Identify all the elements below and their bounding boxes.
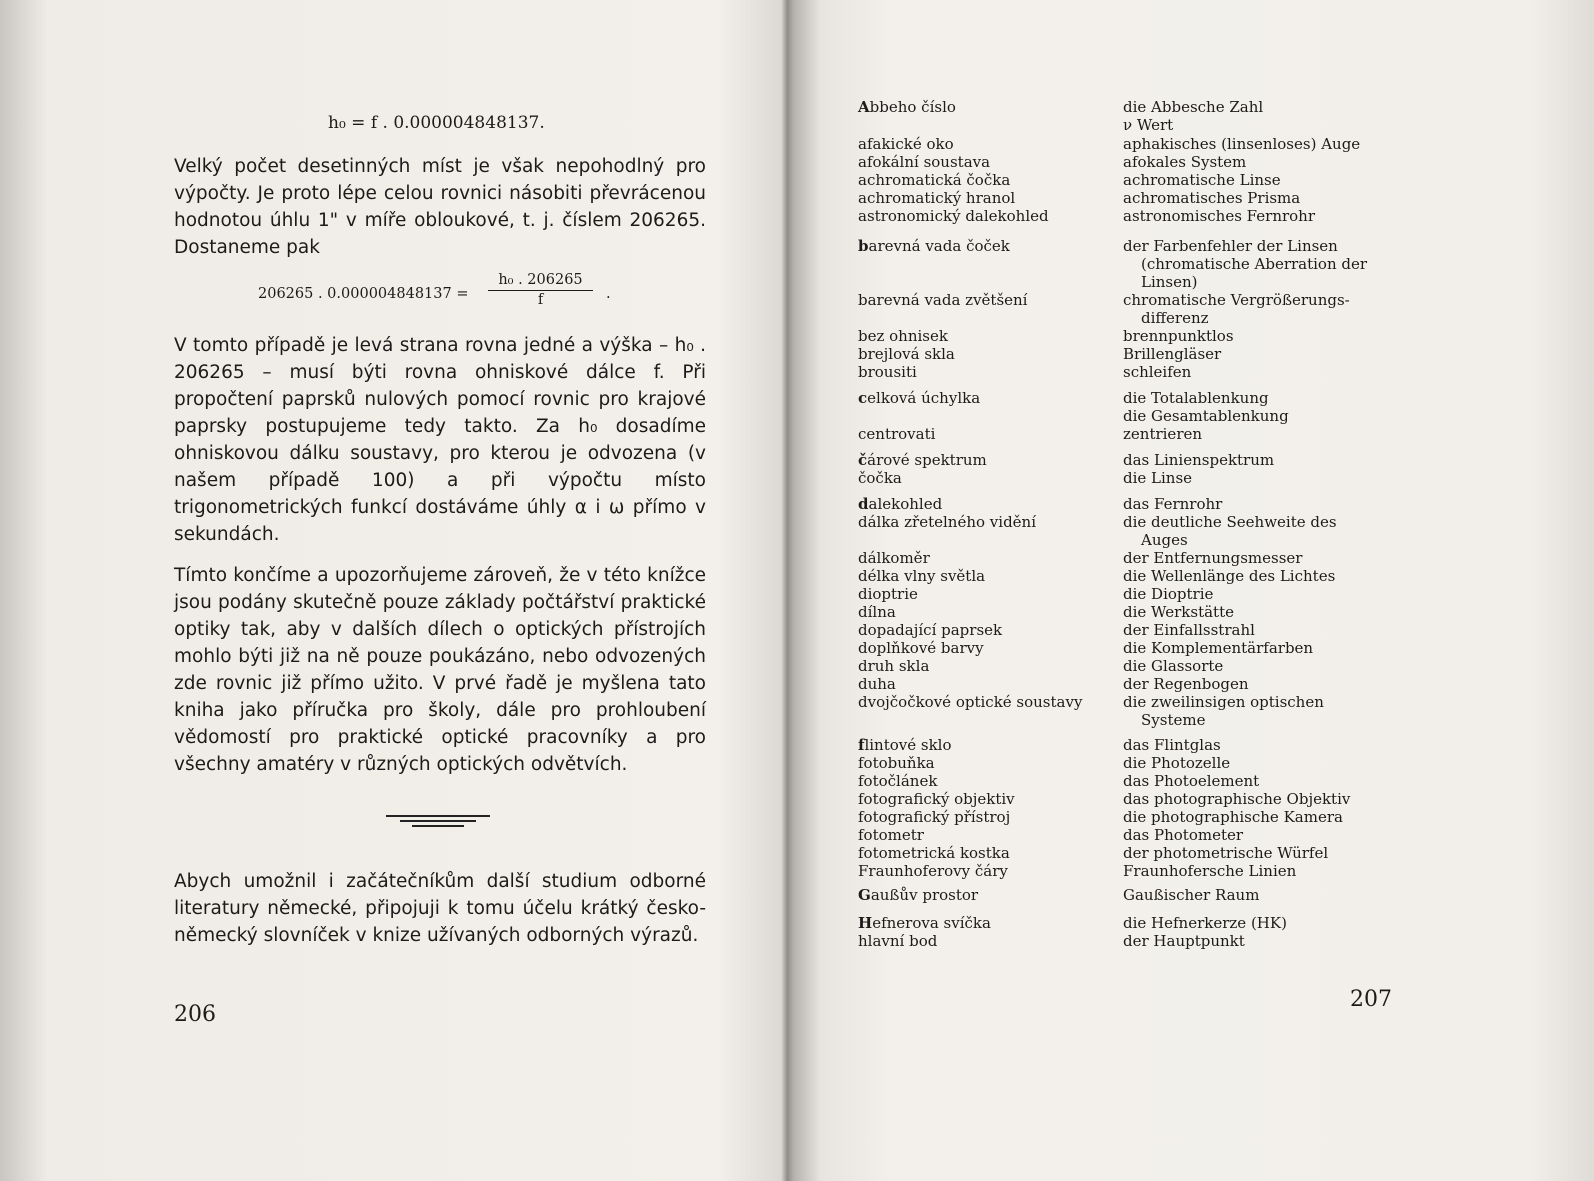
page-number-left: 206	[174, 1002, 216, 1027]
glossary-term-czech: achromatická čočka	[858, 171, 1011, 189]
glossary-term-german: der Regenbogen	[1123, 675, 1249, 693]
glossary-term-czech: fotografický objektiv	[858, 790, 1015, 808]
glossary-term-german: schleifen	[1123, 363, 1192, 381]
formula-denominator: f	[537, 292, 544, 308]
glossary-term-czech: Gaußův prostor	[858, 886, 979, 904]
paragraph-4: Abych umožnil i začátečníkům další studium odborné literatury německé, připojuji k tomu účelu krátký česko-německý slovníček v knize užívaných odborných výrazů.	[174, 871, 706, 946]
glossary-term-german: der Hauptpunkt	[1123, 932, 1245, 950]
glossary-term-german: die Abbesche Zahl	[1123, 98, 1264, 116]
glossary-term-german: Brillengläser	[1123, 345, 1222, 363]
glossary-term-german: chromatische Vergrößerungs-	[1123, 291, 1350, 309]
glossary-term-czech: čárové spektrum	[858, 451, 987, 469]
glossary-term-czech: achromatický hranol	[858, 189, 1016, 207]
glossary-term-german: das photographische Objektiv	[1123, 790, 1351, 808]
glossary-term-czech: dálkoměr	[858, 549, 930, 567]
right-page	[790, 0, 1594, 1181]
glossary-term-german: die Hefnerkerze (HK)	[1123, 914, 1287, 932]
glossary-term-german: aphakisches (linsenloses) Auge	[1123, 135, 1361, 153]
glossary-term-german: das Photoelement	[1123, 772, 1260, 790]
glossary-term-german: Auges	[1141, 531, 1188, 549]
glossary-term-german: die zweilinsigen optischen	[1123, 693, 1324, 711]
glossary-term-czech: dálka zřetelného vidění	[858, 513, 1037, 531]
glossary-term-german: zentrieren	[1123, 425, 1203, 443]
glossary-term-czech: brejlová skla	[858, 345, 955, 363]
glossary-term-german: afokales System	[1123, 153, 1247, 171]
glossary-term-german: (chromatische Aberration der	[1141, 255, 1368, 273]
formula-end: .	[606, 286, 611, 302]
glossary-term-czech: celková úchylka	[858, 389, 981, 407]
glossary-term-czech: doplňkové barvy	[858, 639, 984, 657]
glossary-term-german: die Linse	[1123, 469, 1193, 487]
formula-206265	[258, 272, 638, 322]
glossary-term-german: die Komplementärfarben	[1123, 639, 1314, 657]
glossary-term-czech: fotobuňka	[858, 754, 935, 772]
glossary-term-czech: dopadající paprsek	[858, 621, 1003, 639]
formula-h0: h₀ = f . 0.000004848137.	[328, 113, 545, 133]
glossary-term-czech: čočka	[858, 469, 902, 487]
glossary-term-czech: fotočlánek	[858, 772, 938, 790]
glossary-term-czech: druh skla	[858, 657, 930, 675]
glossary-term-czech: dioptrie	[858, 585, 918, 603]
glossary-term-german: der Entfernungsmesser	[1123, 549, 1303, 567]
formula-fraction	[488, 272, 593, 308]
glossary-term-german: der Einfallsstrahl	[1123, 621, 1255, 639]
formula-numerator: h₀ . 206265	[488, 272, 593, 291]
glossary-term-czech: barevná vada zvětšení	[858, 291, 1028, 309]
glossary-term-german: die Totalablenkung	[1123, 389, 1269, 407]
glossary-term-czech: afakické oko	[858, 135, 954, 153]
glossary-term-german: das Flintglas	[1123, 736, 1221, 754]
glossary-term-czech: Fraunhoferovy čáry	[858, 862, 1008, 880]
glossary-term-czech: dílna	[858, 603, 896, 621]
glossary-term-czech: duha	[858, 675, 896, 693]
glossary-term-czech: brousiti	[858, 363, 917, 381]
paragraph-1: Velký počet desetinných míst je však nepohodlný pro výpočty. Je proto lépe celou rovnici násobiti převrácenou hodnotou úhlu 1" v míře obloukové, t. j. číslem 206265. Dostaneme pak	[174, 156, 706, 258]
glossary-term-german: die Gesamtablenkung	[1123, 407, 1289, 425]
glossary-term-german: Systeme	[1141, 711, 1206, 729]
glossary-term-czech: fotometr	[858, 826, 924, 844]
glossary-term-czech: Hefnerova svíčka	[858, 914, 991, 932]
glossary-term-german: die Glassorte	[1123, 657, 1224, 675]
glossary-term-german: astronomisches Fernrohr	[1123, 207, 1316, 225]
glossary-term-czech: astronomický dalekohled	[858, 207, 1049, 225]
glossary-term-czech: bez ohnisek	[858, 327, 948, 345]
glossary-term-czech: hlavní bod	[858, 932, 938, 950]
glossary-term-czech: barevná vada čoček	[858, 237, 1010, 255]
glossary-term-german: das Linienspektrum	[1123, 451, 1275, 469]
glossary-term-german: die Dioptrie	[1123, 585, 1214, 603]
glossary-term-german: die Photozelle	[1123, 754, 1231, 772]
glossary-term-german: differenz	[1141, 309, 1209, 327]
glossary-term-german: der Farbenfehler der Linsen	[1123, 237, 1338, 255]
glossary-term-german: die deutliche Seehweite des	[1123, 513, 1337, 531]
glossary-term-czech: dalekohled	[858, 495, 943, 513]
glossary-term-german: der photometrische Würfel	[1123, 844, 1329, 862]
glossary-term-german: achromatische Linse	[1123, 171, 1281, 189]
paragraph-2: V tomto případě je levá strana rovna jedné a výška – h₀ . 206265 – musí býti rovna ohniskové dálce f. Při propočtení paprsků nulových pomocí rovnic pro krajové paprsky postupujeme tedy takto. Za h₀ dosadíme ohniskovou dálku soustavy, pro kterou je odvozena (v našem případě 100) a při výpočtu místo trigonometrických funkcí dostáváme úhly α i ω přímo v sekundách.	[174, 335, 706, 545]
glossary-term-german: die Wellenlänge des Lichtes	[1123, 567, 1336, 585]
glossary-term-german: ν Wert	[1123, 116, 1174, 134]
glossary-term-german: achromatisches Prisma	[1123, 189, 1301, 207]
left-page	[0, 0, 790, 1181]
glossary-term-german: die photographische Kamera	[1123, 808, 1343, 826]
glossary-term-german: Fraunhofersche Linien	[1123, 862, 1297, 880]
glossary-term-czech: flintové sklo	[858, 736, 952, 754]
page-number-right: 207	[1350, 987, 1392, 1012]
glossary-term-german: Gaußischer Raum	[1123, 886, 1260, 904]
glossary-term-german: die Werkstätte	[1123, 603, 1234, 621]
glossary-term-czech: délka vlny světla	[858, 567, 986, 585]
formula-lhs: 206265 . 0.000004848137 =	[258, 286, 469, 302]
glossary-term-czech: centrovati	[858, 425, 936, 443]
glossary-term-german: das Photometer	[1123, 826, 1244, 844]
glossary-term-german: das Fernrohr	[1123, 495, 1223, 513]
paragraph-3: Tímto končíme a upozorňujeme zároveň, že v této knížce jsou podány skutečně pouze základy počtářství praktické optiky tak, aby v dalších dílech o optických přístrojích mohlo býti již na ně pouze poukázáno, nebo odvozených zde rovnic již přímo užito. V prvé řadě je myšlena tato kniha jako příručka pro školy, dále pro prohloubení vědomostí pro praktické optické pracovníky a pro všechny amatéry v různých optických odvětvích.	[174, 565, 706, 775]
glossary-term-czech: fotografický přístroj	[858, 808, 1011, 826]
section-divider-ornament	[386, 815, 490, 829]
glossary-term-czech: fotometrická kostka	[858, 844, 1010, 862]
glossary-term-czech: afokální soustava	[858, 153, 991, 171]
glossary-term-german: brennpunktlos	[1123, 327, 1234, 345]
glossary-term-czech: dvojčočkové optické soustavy	[858, 693, 1083, 711]
glossary-term-german: Linsen)	[1141, 273, 1198, 291]
glossary-term-czech: Abbeho číslo	[858, 98, 956, 116]
